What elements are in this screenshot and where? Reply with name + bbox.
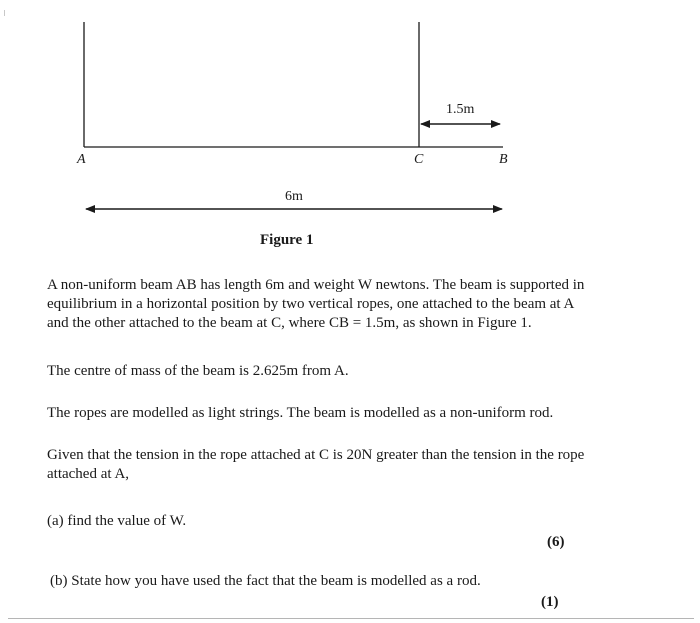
bottom-divider (8, 618, 694, 619)
label-1-5m: 1.5m (446, 102, 475, 117)
label-6m: 6m (285, 189, 303, 204)
label-a: A (77, 152, 86, 167)
beam-diagram (0, 0, 700, 260)
part-b-question: (b) State how you have used the fact that the beam is modelled as a rod. (50, 573, 481, 589)
modelling-statement: The ropes are modelled as light strings. The beam is modelled as a non-uniform rod. (47, 405, 554, 421)
centre-of-mass-statement: The centre of mass of the beam is 2.625m from A. (47, 363, 349, 379)
question-intro: A non-uniform beam AB has length 6m and weight W newtons. The beam is supported in equilibrium in a horizontal position by two vertical ropes, one attached to the beam at A and the other attached to the beam at C, where CB = 1.5m, as shown in Figure 1. (47, 277, 585, 331)
given-statement: Given that the tension in the rope attached at C is 20N greater than the tension in the rope attached at A, (47, 447, 585, 482)
part-a-marks: (6) (547, 534, 565, 550)
part-b-marks: (1) (541, 594, 559, 610)
part-a-question: (a) find the value of W. (47, 513, 187, 529)
figure-caption: Figure 1 (260, 232, 314, 248)
label-b: B (499, 152, 508, 167)
label-c: C (414, 152, 424, 167)
figure-1 (0, 0, 700, 260)
